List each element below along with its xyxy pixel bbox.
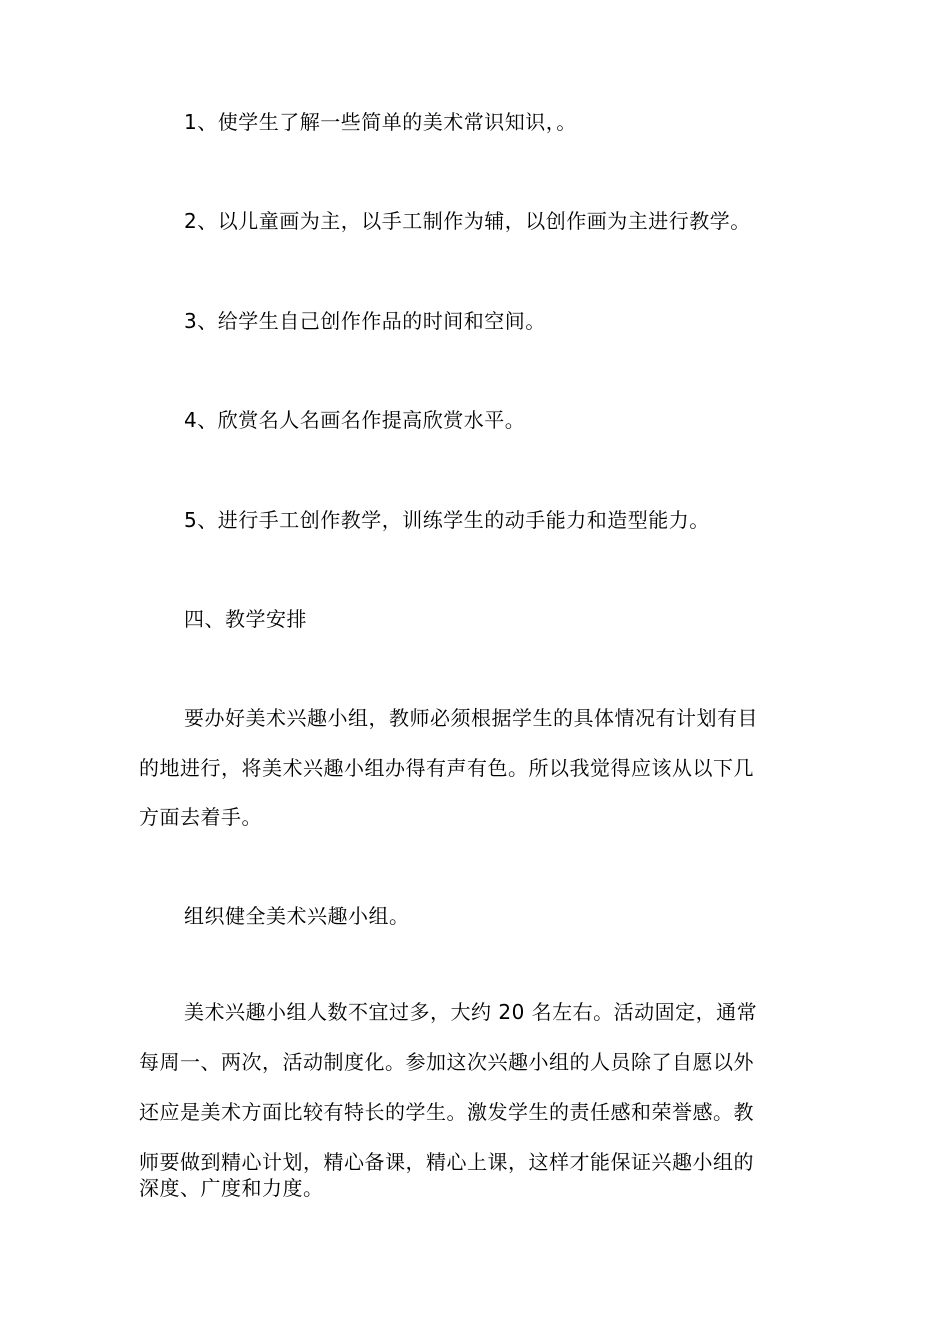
list-item-3: 3、给学生自己创作作品的时间和空间。: [184, 309, 546, 333]
list-item-1: 1、使学生了解一些简单的美术常识知识，。: [184, 110, 577, 134]
subheading: 组织健全美术兴趣小组。: [184, 904, 410, 928]
paragraph-2-line-5: 深度、广度和力度。: [139, 1176, 324, 1200]
paragraph-2-line-4: 师要做到精心计划，精心备课，精心上课，这样才能保证兴趣小组的: [139, 1150, 754, 1174]
paragraph-1-line-3: 方面去着手。: [139, 805, 262, 829]
paragraph-1-line-1: 要办好美术兴趣小组，教师必须根据学生的具体情况有计划有目: [184, 706, 758, 730]
list-item-2: 2、以儿童画为主，以手工制作为辅，以创作画为主进行教学。: [184, 209, 751, 233]
section-heading: 四、教学安排: [184, 607, 307, 631]
list-item-4: 4、欣赏名人名画名作提高欣赏水平。: [184, 408, 526, 432]
paragraph-2-line-2: 每周一、两次，活动制度化。参加这次兴趣小组的人员除了自愿以外: [139, 1050, 754, 1074]
paragraph-2-line-1: 美术兴趣小组人数不宜过多，大约 20 名左右。活动固定，通常: [184, 1000, 758, 1024]
paragraph-2-line-3: 还应是美术方面比较有特长的学生。激发学生的责任感和荣誉感。教: [139, 1100, 754, 1124]
list-item-5: 5、进行手工创作教学，训练学生的动手能力和造型能力。: [184, 508, 710, 532]
paragraph-1-line-2: 的地进行，将美术兴趣小组办得有声有色。所以我觉得应该从以下几: [139, 756, 754, 780]
